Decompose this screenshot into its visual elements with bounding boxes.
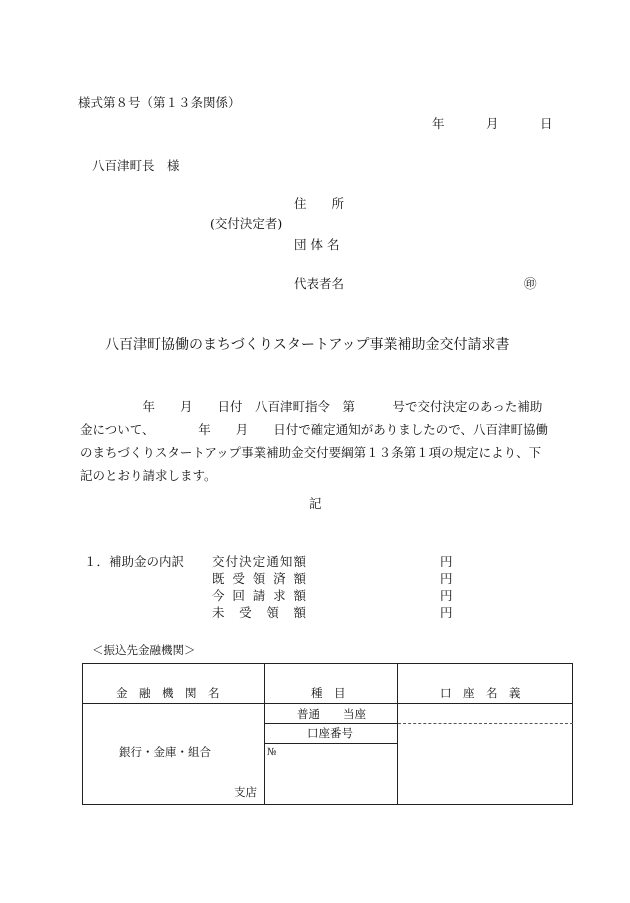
breakdown-unit: 円 [440, 571, 453, 586]
addressee: 八百津町長 様 [92, 158, 180, 173]
breakdown-unit: 円 [440, 605, 453, 620]
breakdown-unit: 円 [440, 554, 453, 569]
table-border-left [82, 663, 83, 805]
date-day-label: 日 [540, 116, 553, 131]
date-month-label: 月 [486, 116, 499, 131]
bank-section-label: ＜振込先金融機関＞ [92, 643, 196, 657]
breakdown-label: 今回請求額 [212, 588, 306, 603]
group-name-label: 団 体 名 [294, 237, 340, 252]
body-paragraph: 年 月 日付 八百津町指令 第 号で交付決定のあった補助金について、 年 月 日付で確定通知がありましたので、八百津町協働のまちづくりスタートアップ事業補助金交付要綱第１３条第１項の規定により、下記のとおり請求します。 [80, 399, 549, 483]
table-header-divider [82, 703, 573, 704]
table-border-right [572, 663, 573, 805]
col-header-account-name: 口 座 名 義 [440, 686, 521, 700]
table-dashed-divider [398, 723, 573, 724]
address-label: 住 所 [294, 196, 345, 211]
breakdown-label: 交付決定通知額 [212, 554, 306, 569]
item1-label: １．補助金の内訳 [84, 554, 185, 569]
table-row-divider [264, 723, 398, 724]
bank-kinds-label: 銀行・金庫・組合 [119, 745, 211, 759]
breakdown-label: 既受領済額 [212, 571, 306, 586]
form-number: 様式第８号（第１３条関係） [78, 95, 241, 110]
table-row-divider [264, 743, 398, 744]
seal-mark: ㊞ [524, 276, 537, 291]
col-header-type: 種 目 [311, 686, 346, 700]
applicant-label: (交付決定者) [210, 216, 283, 231]
date-year-label: 年 [432, 116, 445, 131]
col-header-bank-name: 金 融 機 関 名 [116, 686, 220, 700]
account-number-label: 口座番号 [307, 726, 353, 740]
table-column-divider [264, 663, 265, 805]
representative-label: 代表者名 [294, 276, 345, 291]
number-mark: № [267, 747, 277, 758]
table-border-bottom [82, 804, 573, 805]
table-border-top [82, 663, 573, 664]
breakdown-label: 未受領額 [212, 605, 306, 620]
document-title: 八百津町協働のまちづくりスタートアップ事業補助金交付請求書 [105, 337, 510, 353]
ki-label: 記 [309, 496, 322, 511]
branch-label: 支店 [234, 785, 257, 799]
breakdown-unit: 円 [440, 588, 453, 603]
table-column-divider [397, 663, 398, 805]
account-type-options: 普通 当座 [297, 707, 366, 721]
